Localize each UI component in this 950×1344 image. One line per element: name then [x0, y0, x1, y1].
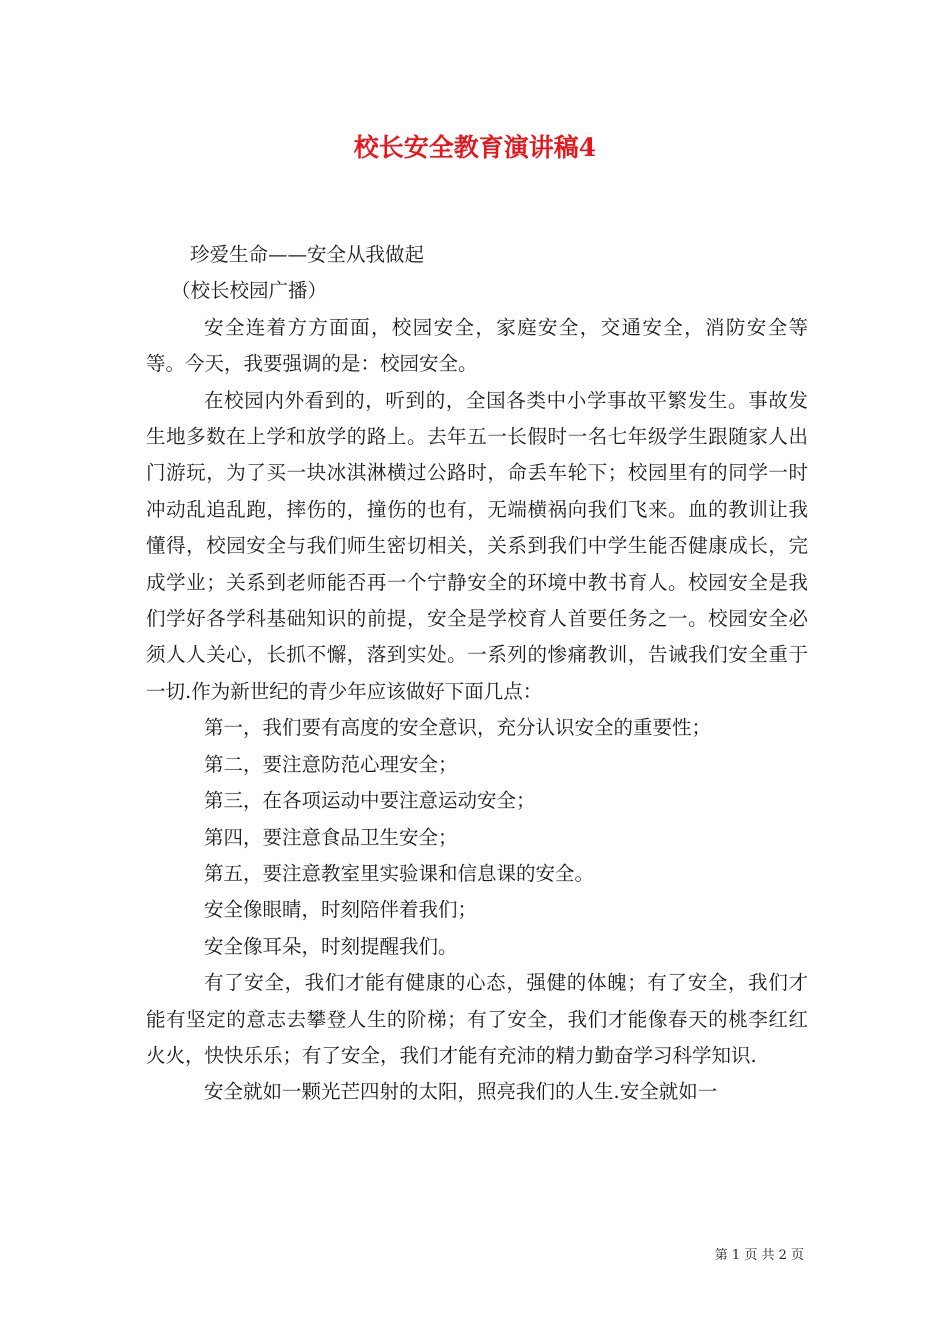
- point-item: 第三，在各项运动中要注意运动安全；: [204, 789, 536, 813]
- paragraph-intro: 安全连着方方面面，校园安全，家庭安全，交通安全，消防安全等等。今天，我要强调的是：校园安全。: [146, 315, 808, 376]
- document-body: [146, 237, 808, 1111]
- paragraph-final: 安全就如一颗光芒四射的太阳，照亮我们的人生.安全就如一: [204, 1080, 718, 1104]
- point-item: 安全像耳朵，时刻提醒我们。: [204, 934, 458, 958]
- point-item: 第五，要注意教室里实验课和信息课的安全。: [204, 861, 595, 885]
- page-number: 第 1 页 共 2 页: [714, 1248, 804, 1263]
- point-item: 第一，我们要有高度的安全意识，充分认识安全的重要性；: [204, 716, 712, 740]
- paragraph-main: 在校园内外看到的，听到的，全国各类中小学事故平繁发生。事故发生地多数在上学和放学的路上。去年五一长假时一名七年级学生跟随家人出门游玩，为了买一块冰淇淋横过公路时，命丢车轮下；校园里有的同学一时冲动乱追乱跑，摔伤的，撞伤的也有，无端横祸向我们飞来。血的教训让我懂得，校园安全与我们师生密切相关，关系到我们中学生能否健康成长，完成学业；关系到老师能否再一个宁静安全的环境中教书育人。校园安全是我们学好各学科基础知识的前提，安全是学校育人首要任务之一。校园安全必须人人关心，长抓不懈，落到实处。一系列的惨痛教训，告诫我们安全重于一切.作为新世纪的青少年应该做好下面几点：: [146, 388, 808, 703]
- document-title: 校长安全教育演讲稿4: [353, 133, 597, 162]
- point-item: 第四，要注意食品卫生安全；: [204, 825, 458, 849]
- point-item: 安全像眼睛，时刻陪伴着我们；: [204, 898, 478, 922]
- point-item: 第二，要注意防范心理安全；: [204, 752, 458, 776]
- paragraph-closing: 有了安全，我们才能有健康的心态，强健的体魄；有了安全，我们才能有坚定的意志去攀登人生的阶梯；有了安全，我们才能像春天的桃李红红火火，快快乐乐；有了安全，我们才能有充沛的精力勤奋学习科学知识.: [146, 971, 808, 1067]
- source-note: （校长校园广播）: [171, 279, 328, 303]
- subtitle: 珍爱生命——安全从我做起: [190, 243, 425, 266]
